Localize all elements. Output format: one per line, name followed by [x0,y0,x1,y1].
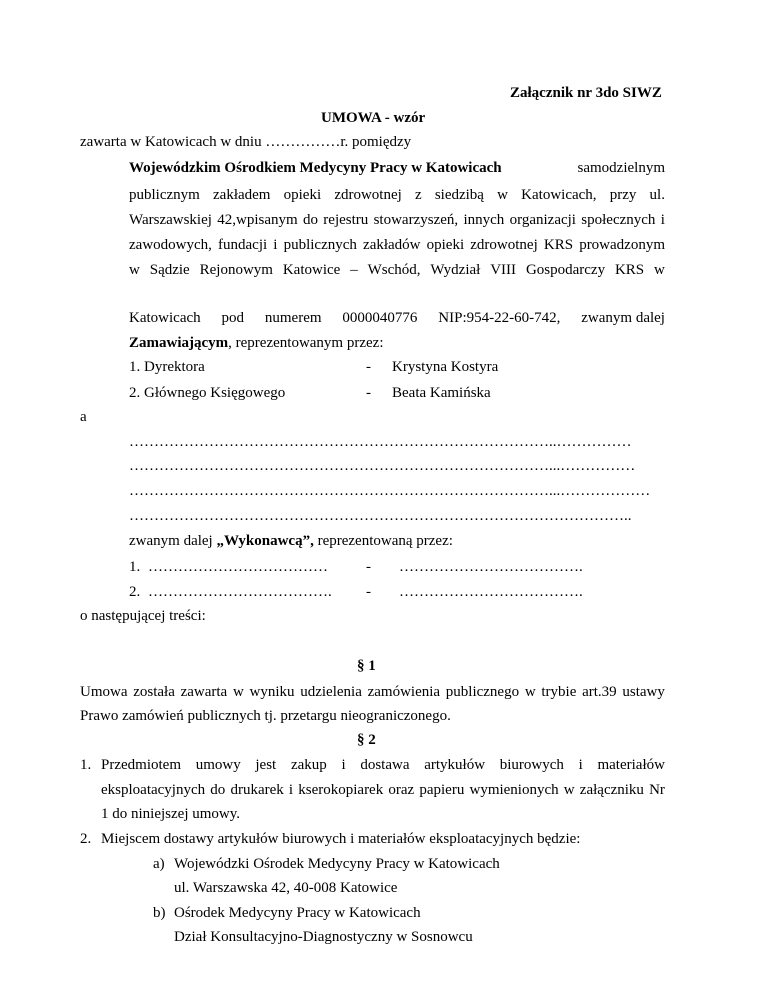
word: zawarta [180,684,228,700]
word: została [133,684,175,700]
word: przy [609,187,637,203]
section-2-item-1-line-3: 1 do niniejszej umowy. [101,806,241,822]
word: organizacji [509,212,576,228]
contractor-blank-line-4: ……………………………………………………………………………………….. [129,508,632,524]
word: zdrowotnej [334,187,402,203]
party1-line-7: Katowicach pod numerem 0000040776 NIP:954-22-60-742, zwanym dalej [129,310,665,326]
word: Wschód, [367,262,421,278]
word: opieki [283,187,322,203]
word: kserokopiarek [298,782,384,798]
section-1-line-2: Prawo zamówień publicznych tj. przetargu nieograniczonego. [80,708,451,724]
word: do [302,212,318,228]
word: ustawy [622,684,665,700]
party1-line-3 [129,211,665,229]
section-1-line-1 [80,683,665,701]
word: zawodowych, [129,237,212,253]
contractor-rep2-dash: - [366,584,371,600]
location-b-name: Ośrodek Medycyny Pracy w Katowicach [174,905,421,921]
party1-line-8: Zamawiającym, reprezentowanym przez: [129,335,384,351]
word: fundacji [218,237,268,253]
word: trybie [541,684,577,700]
section-2-item-1-line-2 [101,781,665,799]
word: oraz [388,782,415,798]
word: art.39 [582,684,617,700]
party1-line-5 [129,261,665,279]
rep2-dash: - [366,385,371,401]
contractor-rep2-no: 2. [129,584,141,600]
word: publicznym [129,187,200,203]
word: zdrowotnej [470,237,538,253]
location-a-name: Wojewódzki Ośrodek Medycyny Pracy w Katowicach [174,856,500,872]
word: KRS [543,237,574,253]
word: eksploatacyjnych [101,782,206,798]
contract-place-date: zawarta w Katowicach w dniu ……………r. pomiędzy [80,134,412,150]
party1-role: Zamawiającym [129,335,229,351]
word: ul. [649,187,665,203]
word: zakładów [363,237,421,253]
party1-line-4 [129,236,665,254]
word: papieru [419,782,465,798]
word: i [273,237,278,253]
word: zakładem [213,187,271,203]
location-a-letter: a) [153,856,165,872]
document-title: UMOWA - wzór [321,110,426,126]
contractor-rep2-name-blank: ………………………………. [399,584,583,600]
word: Gospodarczy [525,262,606,278]
rep1-name: Krystyna Kostyra [392,359,499,375]
word: do [210,782,226,798]
word: VIII [490,262,517,278]
word: załączniku [579,782,644,798]
word: społecznych [581,212,656,228]
word: w [497,187,508,203]
contractor-blank-line-3: …………………………………………………………………………...……………… [129,483,651,499]
contractor-role: „Wykonawcą”, [216,533,314,549]
word: Warszawskiej [129,212,212,228]
word: KRS [614,262,645,278]
location-b-dept: Dział Konsultacyjno-Diagnostyczny w Sosnowcu [174,929,473,945]
rep1-dash: - [366,359,371,375]
word: siedzibą [434,187,484,203]
word: w [232,684,244,700]
word: publicznych [283,237,357,253]
word: w [563,782,575,798]
word: prowadzonym [579,237,665,253]
section-2-item-1-no: 1. [80,757,92,773]
contractor-blank-line-1: …………………………………………………………………………..…………… [129,434,632,450]
location-a-address: ul. Warszawska 42, 40-008 Katowice [174,880,398,896]
location-b-letter: b) [153,905,166,921]
word: rejestru [323,212,369,228]
word: i [660,212,665,228]
contractor-intro: zwanym dalej „Wykonawcą”, reprezentowaną przez: [129,533,453,549]
word: Katowice [282,262,341,278]
word: publicznego [445,684,520,700]
party1-line-2 [129,186,665,204]
word: Rejonowym [199,262,273,278]
word: w [129,262,140,278]
contractor-rep1-no: 1. [129,559,141,575]
word: Nr [649,782,665,798]
word: i [288,782,294,798]
section-1-heading: § 1 [357,658,376,674]
word: wyniku [249,684,295,700]
word: – [350,262,358,278]
word: z [414,187,422,203]
word: w [524,684,536,700]
word: wymienionych [469,782,559,798]
section-2-heading: § 2 [357,732,376,748]
section-2-item-2-no: 2. [80,831,92,847]
word: Wydział [430,262,481,278]
contractor-rep2-title-blank: ………………………………. [148,584,332,600]
rep2-name: Beata Kamińska [392,385,491,401]
party1-name: Wojewódzkim Ośrodkiem Medycyny Pracy w Katowicach [129,160,502,176]
word: Sądzie [149,262,190,278]
contractor-rep1-dash: - [366,559,371,575]
word: zamówienia [367,684,441,700]
rep1-title: 1. Dyrektora [129,359,205,375]
contractor-blank-line-2: …………………………………………………………………………...…………… [129,458,636,474]
section-2-item-2-text: Miejscem dostawy artykułów biurowych i materiałów eksploatacyjnych będzie: [101,831,581,847]
word: w [654,262,665,278]
contractor-rep1-title-blank: ……………………………… [148,559,328,575]
word: Katowicach, [521,187,597,203]
following-content: o następującej treści: [80,608,206,624]
rep2-title: 2. Głównego Księgowego [129,385,286,401]
word: Umowa [80,684,128,700]
section-2-item-1-line-1: Przedmiotem umowy jest zakup i dostawa artykułów biurowych i materiałów [101,757,665,773]
word: opieki [426,237,465,253]
attachment-label: Załącznik nr 3do SIWZ [510,85,662,101]
word: drukarek [230,782,284,798]
conjunction-a: a [80,409,87,425]
word: udzielenia [300,684,362,700]
word: innych [463,212,505,228]
contractor-rep1-name-blank: ………………………………. [399,559,583,575]
party1-line-1: Wojewódzkim Ośrodkiem Medycyny Pracy w Katowicach samodzielnym [129,160,665,176]
word: stowarzyszeń, [373,212,459,228]
word: 42,wpisanym [217,212,298,228]
